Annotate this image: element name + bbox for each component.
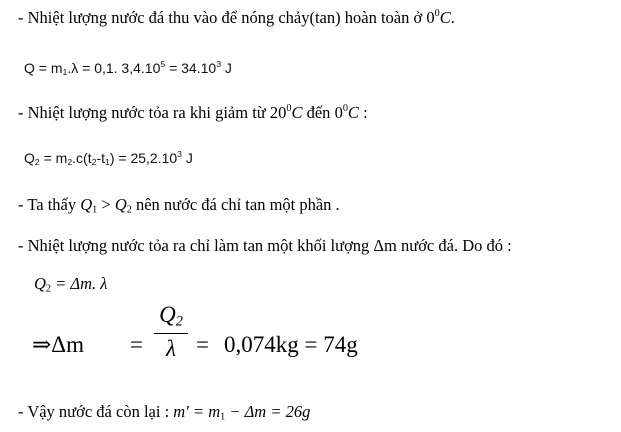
text-line-water-releases-heat: - Nhiệt lượng nước tỏa ra khi giảm từ $20^0C$ đến $0^0C$ : (18, 102, 368, 122)
text-line-comparison: - Ta thấy $Q_1 > Q_2$ nên nước đá chỉ tan một phần . (18, 195, 340, 216)
equation-arrow-delta-m: ⇒Δm (32, 332, 84, 357)
text-line-remaining-ice: - Vậy nước đá còn lại : $m' = m_1 - \Delta m = 26g$ (18, 402, 311, 423)
equals-sign-2: = (196, 332, 209, 357)
equation-heat-absorbed: $Q = m_1.\lambda = 0,1$. $3,4.10^5 = 34.10^3$ J (24, 58, 232, 78)
temp-value: $0^0C$ (426, 7, 451, 27)
text-line-mass-melted: - Nhiệt lượng nước tỏa ra chỉ làm tan một khối lượng Δm nước đá. Do đó : (18, 236, 512, 255)
equation-heat-released: $Q_2 = m_2.c(t_2-t_1) = 25,2.10^3$ J (24, 148, 193, 168)
equals-sign-1: = (130, 332, 143, 357)
text-line-ice-absorbs-heat: - Nhiệt lượng nước đá thu vào để nóng chảy(tan) hoàn toàn ở $0^0C$. (18, 7, 455, 27)
result-value: 0,074kg = 74g (224, 332, 358, 357)
equation-q2-delta-m: $Q_2 = \Delta m$. λ (34, 274, 108, 295)
